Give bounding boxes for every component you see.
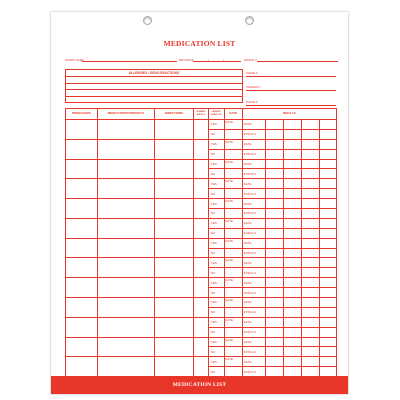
refill-date-label: DATE: [242, 357, 265, 367]
generic-yes[interactable]: YES: [208, 238, 224, 248]
problem-cell[interactable]: [66, 218, 98, 238]
refill-initials-cell[interactable]: [283, 288, 301, 298]
refill-initials-cell[interactable]: [319, 307, 336, 317]
refill-date-cell[interactable]: [319, 199, 336, 209]
generic-yes[interactable]: YES: [208, 298, 224, 308]
refill-initials-cell[interactable]: [283, 248, 301, 258]
refill-date-cell[interactable]: [266, 218, 284, 228]
medication-cell[interactable]: [97, 317, 154, 337]
refill-date-cell[interactable]: [283, 159, 301, 169]
start-date-cell[interactable]: DATE: [224, 357, 242, 367]
number-refills-cell[interactable]: [194, 357, 209, 377]
refill-initials-cell[interactable]: [266, 268, 284, 278]
patient-number-field[interactable]: [257, 61, 338, 62]
refill-initials-cell[interactable]: [319, 248, 336, 258]
refill-initials-label: INITIALS: [242, 248, 265, 258]
start-date-cell-lower[interactable]: [224, 189, 242, 199]
medication-list-form: [51, 12, 348, 394]
refill-initials-cell[interactable]: [283, 307, 301, 317]
generic-no[interactable]: NO: [208, 149, 224, 159]
start-date-cell[interactable]: DATE: [224, 238, 242, 248]
refill-initials-cell[interactable]: [283, 149, 301, 159]
refill-date-cell[interactable]: [319, 238, 336, 248]
refill-date-cell[interactable]: [283, 238, 301, 248]
generic-no[interactable]: NO: [208, 169, 224, 179]
form-footer: MEDICATION LIST: [51, 376, 348, 394]
refill-date-cell[interactable]: [319, 298, 336, 308]
problem-cell[interactable]: [66, 258, 98, 278]
refill-initials-cell[interactable]: [283, 129, 301, 139]
problem-cell[interactable]: [66, 179, 98, 199]
problem-cell[interactable]: [66, 337, 98, 357]
phone-label: PHONE #: [246, 72, 258, 75]
generic-yes[interactable]: YES: [208, 357, 224, 367]
refill-date-cell[interactable]: [266, 179, 284, 189]
start-date-cell-lower[interactable]: [224, 169, 242, 179]
refill-date-cell[interactable]: [301, 258, 319, 268]
medication-table: [65, 108, 337, 377]
generic-no[interactable]: NO: [208, 129, 224, 139]
refill-initials-label: INITIALS: [242, 228, 265, 238]
generic-yes[interactable]: YES: [208, 139, 224, 149]
refill-date-cell[interactable]: [283, 139, 301, 149]
refill-date-cell[interactable]: [301, 218, 319, 228]
start-date-cell-lower[interactable]: [224, 288, 242, 298]
generic-yes[interactable]: YES: [208, 179, 224, 189]
refill-initials-cell[interactable]: [301, 248, 319, 258]
col-medication: MEDICATION/STRENGTH: [97, 109, 154, 120]
table-header-row: [66, 109, 337, 120]
medication-cell[interactable]: [97, 357, 154, 377]
number-refills-cell[interactable]: [194, 179, 209, 199]
col-refills: REFILLS: [242, 109, 336, 120]
generic-yes[interactable]: YES: [208, 218, 224, 228]
generic-no[interactable]: NO: [208, 347, 224, 357]
refill-initials-cell[interactable]: [283, 228, 301, 238]
refill-initials-cell[interactable]: [283, 268, 301, 278]
entry-row-top: [66, 278, 337, 288]
refill-initials-cell[interactable]: [301, 149, 319, 159]
refill-initials-label: INITIALS: [242, 307, 265, 317]
refill-date-cell[interactable]: [283, 337, 301, 347]
refill-initials-cell[interactable]: [301, 169, 319, 179]
problem-cell[interactable]: [66, 317, 98, 337]
refill-date-cell[interactable]: [266, 159, 284, 169]
generic-no[interactable]: NO: [208, 228, 224, 238]
refill-initials-cell[interactable]: [266, 347, 284, 357]
refill-initials-cell[interactable]: [301, 268, 319, 278]
refill-initials-cell[interactable]: [301, 327, 319, 337]
start-date-cell-lower[interactable]: [224, 149, 242, 159]
problem-cell[interactable]: [66, 278, 98, 298]
directions-cell[interactable]: [154, 159, 193, 179]
refill-initials-cell[interactable]: [301, 347, 319, 357]
generic-yes[interactable]: YES: [208, 278, 224, 288]
binder-hole-right: [245, 16, 254, 25]
medication-cell[interactable]: [97, 179, 154, 199]
refill-initials-label: INITIALS: [242, 169, 265, 179]
refill-date-cell[interactable]: [301, 120, 319, 130]
refill-date-cell[interactable]: [283, 218, 301, 228]
allergy-line[interactable]: [66, 97, 242, 104]
refill-initials-cell[interactable]: [266, 209, 284, 219]
refill-date-cell[interactable]: [319, 317, 336, 327]
refill-date-label: DATE: [242, 238, 265, 248]
refill-initials-cell[interactable]: [283, 169, 301, 179]
directions-cell[interactable]: [154, 317, 193, 337]
entry-row-top: [66, 258, 337, 268]
refill-date-label: DATE: [242, 337, 265, 347]
medication-cell[interactable]: [97, 139, 154, 159]
refill-initials-label: INITIALS: [242, 209, 265, 219]
entry-row-top: [66, 238, 337, 248]
start-date-cell-lower[interactable]: [224, 209, 242, 219]
entry-row-top: [66, 159, 337, 169]
refill-date-cell[interactable]: [319, 159, 336, 169]
refill-initials-cell[interactable]: [319, 209, 336, 219]
refill-initials-cell[interactable]: [301, 288, 319, 298]
medication-cell[interactable]: [97, 159, 154, 179]
refill-date-label: DATE: [242, 298, 265, 308]
col-problems: PROBLEM(S): [66, 109, 98, 120]
start-date-cell[interactable]: DATE: [224, 278, 242, 288]
entry-row-top: [66, 298, 337, 308]
refill-initials-cell[interactable]: [319, 268, 336, 278]
refill-date-cell[interactable]: [283, 199, 301, 209]
entry-row-top: [66, 139, 337, 149]
refill-initials-cell[interactable]: [301, 209, 319, 219]
refill-date-cell[interactable]: [319, 179, 336, 189]
refill-date-cell[interactable]: [301, 159, 319, 169]
refill-initials-label: INITIALS: [242, 189, 265, 199]
number-refills-cell[interactable]: [194, 139, 209, 159]
start-date-cell[interactable]: DATE: [224, 298, 242, 308]
problem-cell[interactable]: [66, 199, 98, 219]
refill-date-cell[interactable]: [319, 218, 336, 228]
number-refills-cell[interactable]: [194, 120, 209, 140]
refill-initials-cell[interactable]: [319, 228, 336, 238]
col-number-refills: NUMBER REFILLS: [194, 109, 209, 120]
start-date-cell-lower[interactable]: [224, 268, 242, 278]
generic-yes[interactable]: YES: [208, 120, 224, 130]
col-date: DATE: [224, 109, 242, 120]
directions-cell[interactable]: [154, 298, 193, 318]
directions-cell[interactable]: [154, 357, 193, 377]
binder-hole-left: [143, 16, 152, 25]
start-date-cell[interactable]: DATE: [224, 218, 242, 228]
refill-initials-cell[interactable]: [283, 347, 301, 357]
directions-cell[interactable]: [154, 238, 193, 258]
entry-row-top: [66, 199, 337, 209]
refill-date-cell[interactable]: [283, 258, 301, 268]
number-refills-cell[interactable]: [194, 159, 209, 179]
refill-date-cell[interactable]: [266, 278, 284, 288]
refill-date-cell[interactable]: [319, 337, 336, 347]
number-refills-cell[interactable]: [194, 317, 209, 337]
generic-yes[interactable]: YES: [208, 337, 224, 347]
medication-cell[interactable]: [97, 120, 154, 140]
allergies-header: ALLERGIES • DRUG REACTIONS: [66, 70, 242, 77]
problem-cell[interactable]: [66, 357, 98, 377]
entry-row-top: [66, 357, 337, 367]
start-date-cell-lower[interactable]: [224, 129, 242, 139]
start-date-cell[interactable]: DATE: [224, 179, 242, 189]
start-date-cell[interactable]: DATE: [224, 139, 242, 149]
refill-initials-cell[interactable]: [319, 129, 336, 139]
generic-no[interactable]: NO: [208, 268, 224, 278]
start-date-cell[interactable]: DATE: [224, 258, 242, 268]
refill-initials-label: INITIALS: [242, 327, 265, 337]
refill-date-cell[interactable]: [319, 278, 336, 288]
start-date-cell-lower[interactable]: [224, 347, 242, 357]
refill-date-label: DATE: [242, 179, 265, 189]
generic-yes[interactable]: YES: [208, 159, 224, 169]
refill-date-cell[interactable]: [283, 179, 301, 189]
birthdate-slash-1: /: [208, 58, 210, 63]
refill-initials-label: INITIALS: [242, 268, 265, 278]
refill-initials-cell[interactable]: [301, 129, 319, 139]
refill-initials-cell[interactable]: [266, 307, 284, 317]
pharmacy-label: PHARMACY: [246, 86, 261, 89]
refill-date-cell[interactable]: [301, 357, 319, 367]
refill-initials-cell[interactable]: [283, 189, 301, 199]
refill-date-cell[interactable]: [301, 278, 319, 288]
refill-initials-cell[interactable]: [301, 307, 319, 317]
refill-initials-cell[interactable]: [283, 209, 301, 219]
medication-cell[interactable]: [97, 337, 154, 357]
refill-date-cell[interactable]: [301, 179, 319, 189]
refill-initials-cell[interactable]: [266, 189, 284, 199]
refill-initials-cell[interactable]: [319, 189, 336, 199]
problem-cell[interactable]: [66, 139, 98, 159]
number-refills-cell[interactable]: [194, 278, 209, 298]
start-date-cell[interactable]: DATE: [224, 317, 242, 327]
refill-initials-cell[interactable]: [319, 169, 336, 179]
medication-cell[interactable]: [97, 298, 154, 318]
refill-date-cell[interactable]: [301, 298, 319, 308]
refill-date-cell[interactable]: [319, 120, 336, 130]
number-refills-cell[interactable]: [194, 298, 209, 318]
refill-date-cell[interactable]: [301, 317, 319, 327]
pharmacy-field[interactable]: [246, 83, 336, 91]
generic-no[interactable]: NO: [208, 248, 224, 258]
problem-cell[interactable]: [66, 159, 98, 179]
entry-row-top: [66, 218, 337, 228]
refill-date-label: DATE: [242, 159, 265, 169]
refill-date-cell[interactable]: [283, 317, 301, 327]
refill-initials-label: INITIALS: [242, 288, 265, 298]
form-title: MEDICATION LIST: [163, 39, 236, 48]
refill-date-label: DATE: [242, 317, 265, 327]
refill-date-label: DATE: [242, 218, 265, 228]
medication-cell[interactable]: [97, 278, 154, 298]
number-refills-cell[interactable]: [194, 199, 209, 219]
col-directions: DIRECTIONS: [154, 109, 193, 120]
start-date-cell[interactable]: DATE: [224, 120, 242, 130]
directions-cell[interactable]: [154, 139, 193, 159]
refill-date-cell[interactable]: [266, 357, 284, 367]
refill-date-cell[interactable]: [301, 238, 319, 248]
patient-name-field[interactable]: [82, 61, 177, 62]
refill-date-cell[interactable]: [266, 298, 284, 308]
refill-initials-cell[interactable]: [283, 327, 301, 337]
medication-cell[interactable]: [97, 238, 154, 258]
refill-initials-cell[interactable]: [319, 347, 336, 357]
refill-date-cell[interactable]: [266, 258, 284, 268]
refill-date-label: DATE: [242, 278, 265, 288]
directions-cell[interactable]: [154, 278, 193, 298]
number-refills-cell[interactable]: [194, 238, 209, 258]
refill-date-cell[interactable]: [283, 357, 301, 367]
directions-cell[interactable]: [154, 179, 193, 199]
start-date-cell-lower[interactable]: [224, 307, 242, 317]
refill-date-cell[interactable]: [283, 120, 301, 130]
patient-number-label: PATIENT #: [244, 59, 257, 62]
refill-initials-cell[interactable]: [266, 288, 284, 298]
directions-cell[interactable]: [154, 120, 193, 140]
patient-name-label: PATIENT NAME: [65, 59, 84, 62]
entry-row-top: [66, 120, 337, 130]
start-date-cell[interactable]: DATE: [224, 159, 242, 169]
birthdate-field[interactable]: [193, 61, 241, 62]
generic-no[interactable]: NO: [208, 307, 224, 317]
generic-no[interactable]: NO: [208, 189, 224, 199]
refill-initials-cell[interactable]: [266, 169, 284, 179]
refill-date-label: DATE: [242, 199, 265, 209]
problem-cell[interactable]: [66, 298, 98, 318]
refill-date-cell[interactable]: [301, 337, 319, 347]
refill-date-cell[interactable]: [283, 298, 301, 308]
refill-date-label: DATE: [242, 139, 265, 149]
refill-date-cell[interactable]: [319, 258, 336, 268]
problem-cell[interactable]: [66, 238, 98, 258]
start-date-cell[interactable]: DATE: [224, 199, 242, 209]
refill-initials-cell[interactable]: [266, 248, 284, 258]
refill-date-cell[interactable]: [283, 278, 301, 288]
start-date-cell-lower[interactable]: [224, 248, 242, 258]
refill-date-cell[interactable]: [266, 139, 284, 149]
generic-no[interactable]: NO: [208, 288, 224, 298]
entry-row-top: [66, 179, 337, 189]
generic-no[interactable]: NO: [208, 327, 224, 337]
refill-date-cell[interactable]: [301, 199, 319, 209]
directions-cell[interactable]: [154, 337, 193, 357]
birthdate-label: BIRTHDATE: [179, 59, 194, 62]
start-date-cell-lower[interactable]: [224, 327, 242, 337]
refill-initials-cell[interactable]: [301, 228, 319, 238]
directions-cell[interactable]: [154, 218, 193, 238]
generic-yes[interactable]: YES: [208, 317, 224, 327]
refill-date-label: DATE: [242, 120, 265, 130]
allergies-box: [65, 69, 243, 103]
refill-date-cell[interactable]: [266, 317, 284, 327]
medication-cell[interactable]: [97, 218, 154, 238]
refill-initials-label: INITIALS: [242, 367, 265, 377]
refill-initials-cell[interactable]: [319, 149, 336, 159]
pharmacy-phone-field[interactable]: [246, 98, 336, 106]
problem-cell[interactable]: [66, 120, 98, 140]
contact-fields: [246, 69, 336, 106]
refill-initials-label: INITIALS: [242, 129, 265, 139]
refill-date-cell[interactable]: [319, 357, 336, 367]
refill-initials-cell[interactable]: [266, 327, 284, 337]
refill-initials-cell[interactable]: [266, 129, 284, 139]
start-date-cell[interactable]: DATE: [224, 337, 242, 347]
number-refills-cell[interactable]: [194, 258, 209, 278]
refill-date-cell[interactable]: [301, 139, 319, 149]
start-date-cell-lower[interactable]: [224, 228, 242, 238]
refill-date-cell[interactable]: [319, 139, 336, 149]
refill-initials-cell[interactable]: [301, 189, 319, 199]
generic-yes[interactable]: YES: [208, 199, 224, 209]
entry-row-top: [66, 317, 337, 327]
generic-yes[interactable]: YES: [208, 258, 224, 268]
medication-cell[interactable]: [97, 258, 154, 278]
entry-row-top: [66, 337, 337, 347]
generic-no[interactable]: NO: [208, 367, 224, 377]
number-refills-cell[interactable]: [194, 337, 209, 357]
refill-initials-cell[interactable]: [266, 149, 284, 159]
phone-field[interactable]: [246, 69, 336, 77]
refill-date-label: DATE: [242, 258, 265, 268]
pharmacy-phone-label: PHONE #: [246, 101, 258, 104]
refill-date-cell[interactable]: [266, 337, 284, 347]
directions-cell[interactable]: [154, 258, 193, 278]
refill-initials-cell[interactable]: [319, 327, 336, 337]
directions-cell[interactable]: [154, 199, 193, 219]
refill-initials-cell[interactable]: [319, 288, 336, 298]
refill-initials-cell[interactable]: [266, 228, 284, 238]
number-refills-cell[interactable]: [194, 218, 209, 238]
birthdate-slash-2: /: [223, 58, 225, 63]
medication-table-body: [66, 120, 337, 377]
refill-initials-label: INITIALS: [242, 347, 265, 357]
refill-initials-label: INITIALS: [242, 149, 265, 159]
refill-date-cell[interactable]: [266, 120, 284, 130]
refill-date-cell[interactable]: [266, 199, 284, 209]
generic-no[interactable]: NO: [208, 209, 224, 219]
refill-date-cell[interactable]: [266, 238, 284, 248]
patient-info-row: [65, 55, 336, 63]
col-generic-subst: GENERIC SUBST OK: [208, 109, 224, 120]
medication-cell[interactable]: [97, 199, 154, 219]
